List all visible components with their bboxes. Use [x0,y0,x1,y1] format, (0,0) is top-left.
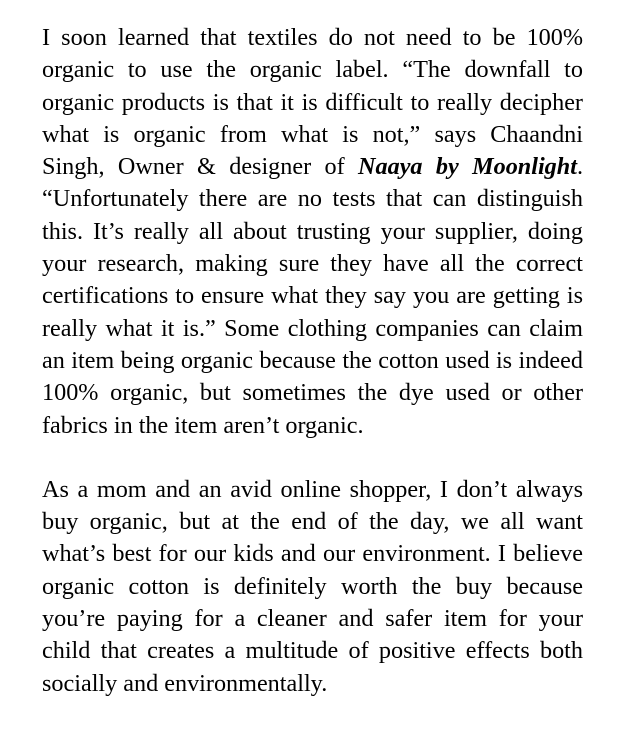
paragraph-text: As a mom and an avid online shopper, I don’t always buy organic, but at the end of the day, we all want what’s best for our kids and our environment. I believe organic cotton is definitely worth the buy because you’re paying for a cleaner and safer item for your child that creates a multitude of positive effects both socially and environmentally. [42,475,583,697]
paragraph-organic-label [42,22,583,442]
paragraph-text: . “Unfortunately there are no tests that can distinguish this. It’s really all about trusting your supplier, doing your research, making sure they have all the correct certifications to ensure what they say you are getting is really what it is.” Some clothing companies can claim an item being organic because the cotton used is indeed 100% organic, but sometimes the dye used or other fabrics in the item aren’t organic. [42,153,583,439]
paragraph-text: I soon learned that textiles do not need to be 100% organic to use the organic label. “The downfall to organic products is that it is difficult to really decipher what is organic from what is not,” says Chaandni Singh, Owner & designer of [42,24,583,181]
brand-name: Naaya by Moonlight [358,153,577,181]
document-page [42,22,583,700]
paragraph-mom-shopper [42,474,583,700]
